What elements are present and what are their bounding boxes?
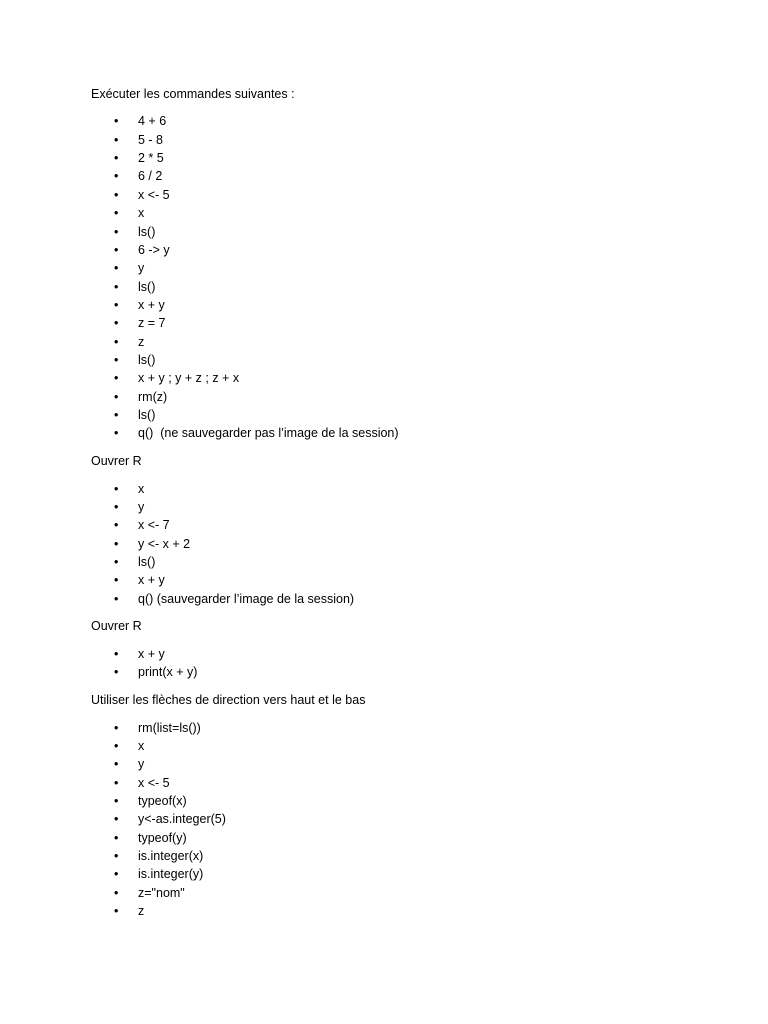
list-item <box>91 112 399 130</box>
command-text: x <box>138 738 145 753</box>
command-text: ls() <box>138 352 156 367</box>
list-item <box>91 865 399 883</box>
bullet-icon <box>114 755 118 773</box>
command-text: z="nom" <box>138 885 185 900</box>
list-item <box>91 314 399 332</box>
bullet-icon <box>114 829 118 847</box>
list-item <box>91 663 399 681</box>
bullet-icon <box>114 131 118 149</box>
bullet-icon <box>114 406 118 424</box>
command-text: typeof(y) <box>138 830 187 845</box>
command-text: q() (ne sauvegarder pas l’image de la session) <box>138 426 399 441</box>
bullet-icon <box>114 259 118 277</box>
bullet-icon <box>114 314 118 332</box>
bullet-icon <box>114 590 118 608</box>
list-item <box>91 186 399 204</box>
list-item <box>91 847 399 865</box>
bullet-icon <box>114 480 118 498</box>
bullet-icon <box>114 223 118 241</box>
command-text: x + y <box>138 646 165 661</box>
list-item <box>91 131 399 149</box>
list-item <box>91 553 399 571</box>
command-text: z <box>138 903 145 918</box>
command-list <box>91 480 399 608</box>
bullet-icon <box>114 167 118 185</box>
section-heading: Ouvrer R <box>91 453 142 468</box>
command-text: 6 -> y <box>138 242 170 257</box>
list-item <box>91 719 399 737</box>
list-item <box>91 498 399 516</box>
command-text: x <- 5 <box>138 775 170 790</box>
command-text: ls() <box>138 224 156 239</box>
list-item <box>91 590 399 608</box>
list-item <box>91 774 399 792</box>
command-list <box>91 645 399 682</box>
bullet-icon <box>114 296 118 314</box>
list-item <box>91 535 399 553</box>
list-item <box>91 810 399 828</box>
bullet-icon <box>114 186 118 204</box>
list-item <box>91 571 399 589</box>
command-text: 6 / 2 <box>138 169 163 184</box>
bullet-icon <box>114 535 118 553</box>
bullet-icon <box>114 241 118 259</box>
bullet-icon <box>114 553 118 571</box>
list-item <box>91 259 399 277</box>
command-text: x <- 7 <box>138 518 170 533</box>
list-item <box>91 737 399 755</box>
list-item <box>91 351 399 369</box>
list-item <box>91 792 399 810</box>
bullet-icon <box>114 737 118 755</box>
command-text: z = 7 <box>138 316 166 331</box>
command-text: z <box>138 334 145 349</box>
bullet-icon <box>114 369 118 387</box>
list-item <box>91 223 399 241</box>
command-text: x + y <box>138 297 165 312</box>
list-item <box>91 406 399 424</box>
bullet-icon <box>114 719 118 737</box>
section-heading: Utiliser les flèches de direction vers haut et le bas <box>91 692 366 707</box>
bullet-icon <box>114 884 118 902</box>
list-item <box>91 369 399 387</box>
command-text: x <- 5 <box>138 187 170 202</box>
command-text: x + y ; y + z ; z + x <box>138 371 240 386</box>
bullet-icon <box>114 498 118 516</box>
list-item <box>91 167 399 185</box>
command-text: y <box>138 757 145 772</box>
command-text: print(x + y) <box>138 665 198 680</box>
command-text: y <box>138 499 145 514</box>
command-text: x <box>138 206 145 221</box>
bullet-icon <box>114 149 118 167</box>
command-text: 5 - 8 <box>138 132 164 147</box>
command-text: rm(list=ls()) <box>138 720 201 735</box>
section-heading: Exécuter les commandes suivantes : <box>91 86 295 101</box>
bullet-icon <box>114 112 118 130</box>
command-text: x + y <box>138 573 165 588</box>
command-text: 4 + 6 <box>138 114 167 129</box>
section-heading: Ouvrer R <box>91 619 142 634</box>
command-text: is.integer(y) <box>138 867 204 882</box>
list-item <box>91 333 399 351</box>
command-text: y <box>138 261 145 276</box>
bullet-icon <box>114 351 118 369</box>
command-text: y <- x + 2 <box>138 536 191 551</box>
bullet-icon <box>114 516 118 534</box>
bullet-icon <box>114 792 118 810</box>
bullet-icon <box>114 810 118 828</box>
bullet-icon <box>114 645 118 663</box>
list-item <box>91 645 399 663</box>
list-item <box>91 902 399 920</box>
list-item <box>91 829 399 847</box>
document-body <box>91 85 399 930</box>
list-item <box>91 241 399 259</box>
command-text: rm(z) <box>138 389 168 404</box>
command-text: ls() <box>138 279 156 294</box>
list-item <box>91 278 399 296</box>
command-list <box>91 719 399 921</box>
command-text: x <box>138 481 145 496</box>
command-list <box>91 112 399 442</box>
list-item <box>91 480 399 498</box>
command-text: typeof(x) <box>138 793 187 808</box>
command-text: is.integer(x) <box>138 848 204 863</box>
bullet-icon <box>114 571 118 589</box>
list-item <box>91 296 399 314</box>
bullet-icon <box>114 663 118 681</box>
list-item <box>91 424 399 442</box>
bullet-icon <box>114 388 118 406</box>
bullet-icon <box>114 774 118 792</box>
bullet-icon <box>114 865 118 883</box>
command-text: 2 * 5 <box>138 151 164 166</box>
bullet-icon <box>114 424 118 442</box>
list-item <box>91 204 399 222</box>
list-item <box>91 884 399 902</box>
command-text: y<-as.integer(5) <box>138 812 226 827</box>
command-text: ls() <box>138 554 156 569</box>
list-item <box>91 149 399 167</box>
bullet-icon <box>114 847 118 865</box>
list-item <box>91 516 399 534</box>
bullet-icon <box>114 333 118 351</box>
list-item <box>91 388 399 406</box>
bullet-icon <box>114 204 118 222</box>
bullet-icon <box>114 902 118 920</box>
command-text: ls() <box>138 407 156 422</box>
bullet-icon <box>114 278 118 296</box>
list-item <box>91 755 399 773</box>
command-text: q() (sauvegarder l’image de la session) <box>138 591 355 606</box>
